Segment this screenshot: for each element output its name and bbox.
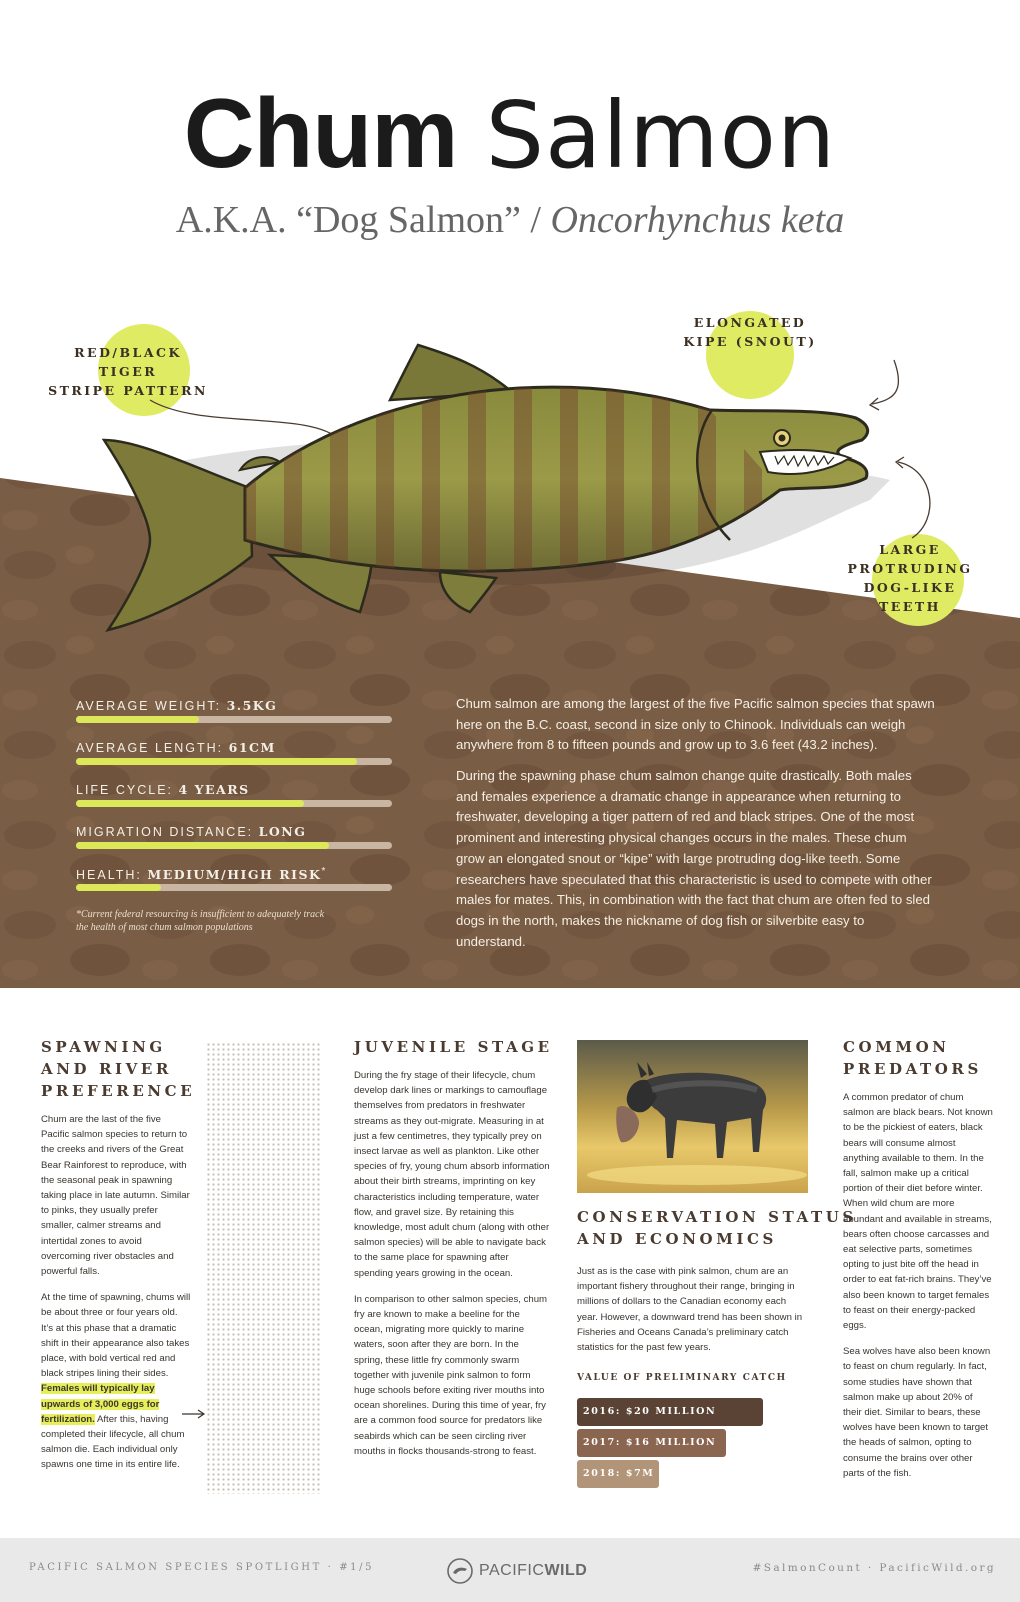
- juvenile-paragraph-1: During the fry stage of their lifecycle, chum develop dark lines or markings to camouflage themselves from predators in freshwater streams as they out-migrate. Measuring in at just a few centimetres, they typically prey on insect larvae as well as plankton. Like other species of fry, young chum absorb information about their birth streams, imprinting on key characteristics including temperature, water flow, and gravel size. By retaining this knowledge, most adult chum (along with other salmon species) will be able to navigate back to the same place for spawning after spending years growing in the ocean.: [354, 1070, 550, 1279]
- sea-wolf-photo: [577, 1040, 808, 1193]
- kipe-callout-arrow: [872, 360, 898, 404]
- stat-lifecycle-value: 4 YEARS: [178, 782, 250, 797]
- juvenile-text: [354, 1068, 550, 1470]
- stat-migration-label: MIGRATION DISTANCE: LONG: [76, 824, 307, 839]
- wolf-logo-icon: [447, 1558, 473, 1584]
- conservation-text: Just as is the case with pink salmon, chum are an important fishery throughout their range, bringing in millions of dollars to the Canadian economy each year. However, a downward trend has been shown in Fisheries and Oceans Canada’s preliminary catch statistics for the past few years.: [577, 1266, 803, 1354]
- catch-bar-2017: 2017: $16 MILLION: [577, 1429, 726, 1457]
- stat-weight-bar-fill: [76, 716, 199, 723]
- stat-weight-value: 3.5KG: [226, 698, 278, 713]
- page-title: [0, 78, 1020, 191]
- dot-pattern: [206, 1042, 320, 1494]
- kipe-callout-label: ELONGATED KIPE (SNOUT): [683, 315, 817, 349]
- footer-hashtag-link[interactable]: #SalmonCount · PacificWild.org: [752, 1562, 996, 1574]
- spawning-text: [41, 1112, 191, 1484]
- stat-weight-label: AVERAGE WEIGHT: 3.5KG: [76, 698, 278, 713]
- spawning-paragraph-1: Chum are the last of the five Pacific salmon species to return to the creeks and rivers of the Great Bear Rainforest to reproduce, with the seasonal peak in spawning taking place in late autumn. Similar to pinks, they usually prefer smaller, calmer streams and intertidal zones to avoid overcoming river obstacles and powerful falls.: [41, 1114, 190, 1278]
- catch-bar-2016: 2016: $20 MILLION: [577, 1398, 763, 1426]
- catch-bar-2018: 2018: $7M: [577, 1460, 659, 1488]
- stat-length-bar-fill: [76, 758, 357, 765]
- spawning-heading: SPAWNING AND RIVER PREFERENCE: [41, 1038, 196, 1100]
- stat-length-label: AVERAGE LENGTH: 61CM: [76, 740, 276, 755]
- stripe-callout-label: RED/BLACK TIGER STRIPE PATTERN: [48, 345, 208, 398]
- stat-length-bar: [76, 758, 392, 765]
- stat-migration-bar-fill: [76, 842, 329, 849]
- health-footnote: *Current federal resourcing is insufficient to adequately track the health of most chum salmon populations: [76, 909, 325, 933]
- eggs-highlight: Females will typically lay upwards of 3,000 eggs for fertilization.: [41, 1383, 160, 1425]
- stripe-callout-arrow: [150, 400, 340, 440]
- title-light: Salmon: [485, 82, 837, 189]
- stat-health-bar: [76, 884, 392, 891]
- subtitle-common-name: A.K.A. “Dog Salmon” /: [175, 199, 541, 241]
- intro-paragraph-2: During the spawning phase chum salmon change quite drastically. Both males and females experience a dramatic change in appearance when returning to freshwater, developing a tiger pattern of red and black stripes. One of the most prominent and interesting physical changes occurs in the males. These chum grow an elongated snout or “kipe” with large protruding dog-like teeth. Some researchers have speculated that this characteristic is used to compete with other males for mates. This, in combination with the fact that chum are often fed to sled dogs in the north, makes the nickname of dog fish or silverbite easy to understand.: [456, 768, 932, 949]
- highlight-arrow-icon: [182, 1409, 206, 1419]
- stat-migration-value: LONG: [258, 824, 307, 839]
- conservation-heading: CONSERVATION STATUS AND ECONOMICS: [577, 1208, 857, 1248]
- sea-wolf-with-salmon-image: [577, 1040, 808, 1193]
- predators-heading: COMMON PREDATORS: [843, 1038, 982, 1078]
- stat-health-value: MEDIUM/HIGH RISK: [147, 867, 322, 883]
- pacific-wild-logo: PACIFICWILD: [447, 1558, 587, 1584]
- stat-weight-bar: [76, 716, 392, 723]
- stat-health-label: HEALTH: MEDIUM/HIGH RISK*: [76, 866, 328, 883]
- stat-migration-bar: [76, 842, 392, 849]
- intro-paragraph-1: Chum salmon are among the largest of the five Pacific salmon species that spawn here on the B.C. coast, second in size only to Chinook. Individuals can weigh anywhere from 8 to fifteen pounds and grow up to 3.6 feet (43.2 inches).: [456, 696, 935, 753]
- subtitle-scientific-name: Oncorhynchus keta: [550, 199, 845, 241]
- page-subtitle: [0, 198, 1020, 242]
- stat-lifecycle-bar-fill: [76, 800, 304, 807]
- predators-text: [843, 1090, 993, 1492]
- footer: [0, 1538, 1020, 1602]
- title-bold: Chum: [183, 78, 458, 188]
- spawning-paragraph-2: At the time of spawning, chums will be about three or four years old. It’s at this phase that a dramatic shift in their appearance also takes place, with bold vertical red and black stripes lining their sides. Females will typically lay upwards of 3,000 eggs for fertilization. After this, having completed their lifecycle, all chum salmon die. Each individual only spawns one time in its entire life.: [41, 1292, 191, 1471]
- stat-health-bar-fill: [76, 884, 161, 891]
- teeth-callout-arrow: [898, 462, 930, 538]
- stat-length-value: 61CM: [228, 740, 276, 755]
- footer-series-label: PACIFIC SALMON SPECIES SPOTLIGHT · #1/5: [29, 1562, 375, 1573]
- catch-chart-label: VALUE OF PRELIMINARY CATCH: [577, 1373, 787, 1383]
- stat-health-asterisk: *: [321, 866, 328, 877]
- predators-paragraph-1: A common predator of chum salmon are black bears. Not known to be the pickiest of eaters, black bears will consume almost anything available to them. In the fall, salmon make up a critical portion of their diet before winter. When wild chum are more abundant and available in streams, bears often choose carcasses and eat selective parts, sometimes opting to just bite off the head in order to eat fat-rich brains. They’ve also been known to target females to feast on their energy-packed eggs.: [843, 1092, 993, 1332]
- predators-paragraph-2: Sea wolves have also been known to feast on chum regularly. In fact, some studies have shown that salmon make up about 20% of their diet. Similar to bears, these wolves have been known to target the heads of salmon, opting to consume the brains over other parts of the fish.: [843, 1346, 991, 1479]
- juvenile-heading: JUVENILE STAGE: [354, 1038, 553, 1056]
- juvenile-paragraph-2: In comparison to other salmon species, chum fry are known to make a beeline for the ocean, migrating more quickly to marine waters, soon after they are born. In the spring, these little fry commonly swarm together with juvenile pink salmon to form huge schools before exiting river mouths into ocean shorelines. During this time of year, fry are a common food source for predators like seabirds which can be seen circling river mouths in flocks thousands-strong to feast.: [354, 1293, 548, 1457]
- teeth-callout-label: LARGE PROTRUDING DOG-LIKE TEETH: [847, 542, 973, 614]
- stat-lifecycle-bar: [76, 800, 392, 807]
- stat-lifecycle-label: LIFE CYCLE: 4 YEARS: [76, 782, 250, 797]
